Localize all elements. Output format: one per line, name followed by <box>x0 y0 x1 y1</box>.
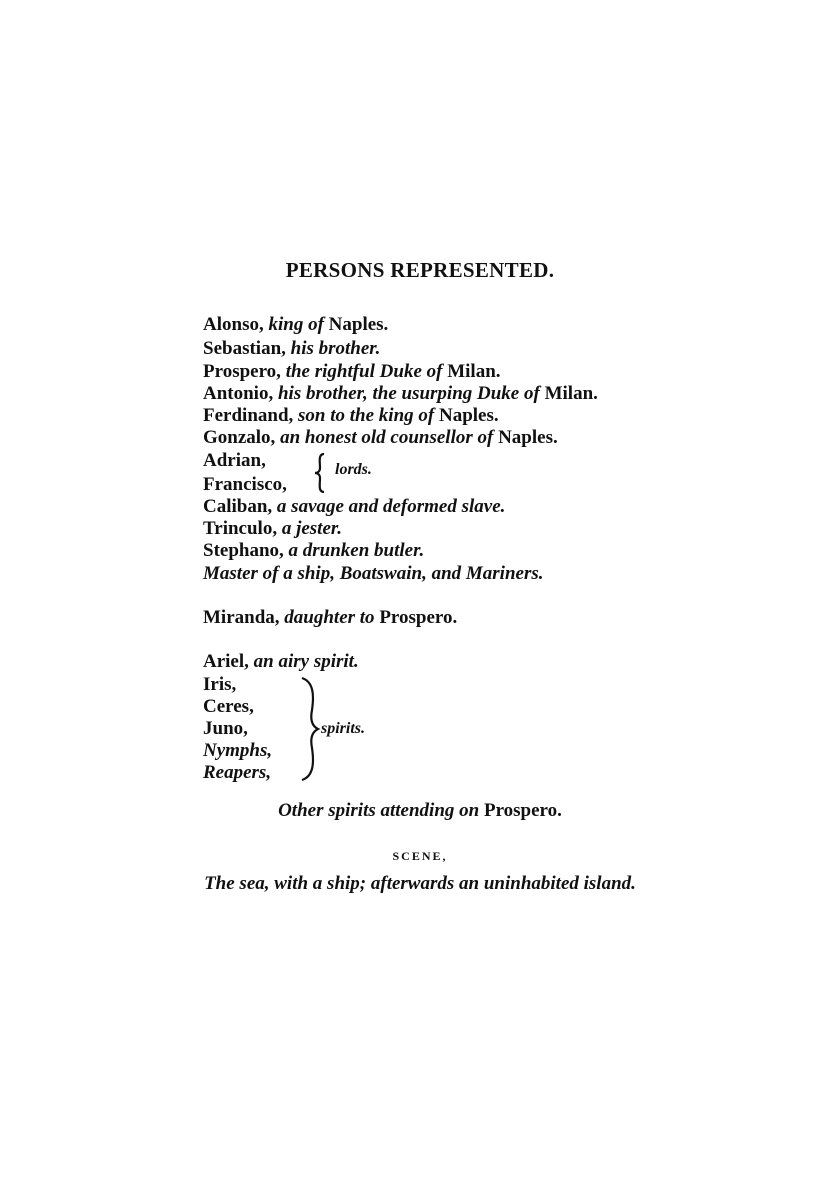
character-line <box>203 314 388 336</box>
lord-member: Adrian, <box>203 450 266 471</box>
spirit-member: Nymphs, <box>203 740 273 761</box>
character-place: Milan. <box>447 361 501 382</box>
character-desc: an honest old counsellor of <box>280 427 494 448</box>
spirits-brace-icon <box>300 676 322 782</box>
character-name: Caliban, <box>203 496 273 517</box>
spirit-member: Ceres, <box>203 696 254 717</box>
scene-label: SCENE, <box>392 849 448 863</box>
character-line <box>203 405 499 427</box>
crew-line <box>203 563 544 585</box>
character-desc: an airy spirit. <box>253 651 359 672</box>
other-spirits-line <box>0 800 840 822</box>
spirit-member: Iris, <box>203 674 237 695</box>
spirits-label: spirits. <box>321 720 366 737</box>
character-name: Ariel, <box>203 651 249 672</box>
spirit-member: Juno, <box>203 718 248 739</box>
other-spirits-desc: Other spirits attending on <box>278 800 480 821</box>
other-spirits-place: Prospero. <box>483 800 562 821</box>
character-place: Milan. <box>544 383 598 404</box>
miranda-line <box>203 607 457 629</box>
character-name: Prospero, <box>203 361 281 382</box>
character-desc: a savage and deformed slave. <box>276 496 506 517</box>
scene-description <box>0 873 840 895</box>
character-name: Miranda, <box>203 607 280 628</box>
character-desc: king of <box>268 314 324 335</box>
character-place: Naples. <box>438 405 499 426</box>
character-name: Gonzalo, <box>203 427 276 448</box>
character-place: Naples. <box>328 314 389 335</box>
character-desc: son to the king of <box>298 405 435 426</box>
lords-brace-icon <box>314 452 330 494</box>
spirit-member: Reapers, <box>203 762 272 783</box>
character-name: Antonio, <box>203 383 274 404</box>
character-line <box>203 427 558 449</box>
character-desc: his brother, the usurping Duke of <box>277 383 540 404</box>
character-desc: a jester. <box>281 518 342 539</box>
character-name: Alonso, <box>203 314 264 335</box>
character-line <box>203 361 501 383</box>
character-name: Sebastian, <box>203 338 286 359</box>
scene-desc-text: The sea, with a ship; afterwards an uninhabited island. <box>204 873 636 894</box>
character-line <box>203 540 424 562</box>
character-desc: daughter to <box>284 607 375 628</box>
character-desc: the rightful Duke of <box>285 361 443 382</box>
character-line <box>203 518 342 540</box>
lord-member: Francisco, <box>203 474 287 495</box>
crew-text: Master of a ship, Boatswain, and Mariners. <box>203 563 544 584</box>
character-desc: a drunken butler. <box>288 540 425 561</box>
character-line <box>203 496 505 518</box>
lords-label: lords. <box>335 461 372 478</box>
character-name: Ferdinand, <box>203 405 294 426</box>
character-name: Stephano, <box>203 540 284 561</box>
ariel-line <box>203 651 359 673</box>
character-line <box>203 383 598 405</box>
character-desc: his brother. <box>290 338 381 359</box>
page-title: PERSONS REPRESENTED. <box>285 258 555 282</box>
character-place: Prospero. <box>379 607 458 628</box>
character-line <box>203 338 380 360</box>
character-place: Naples. <box>498 427 558 448</box>
character-name: Trinculo, <box>203 518 278 539</box>
